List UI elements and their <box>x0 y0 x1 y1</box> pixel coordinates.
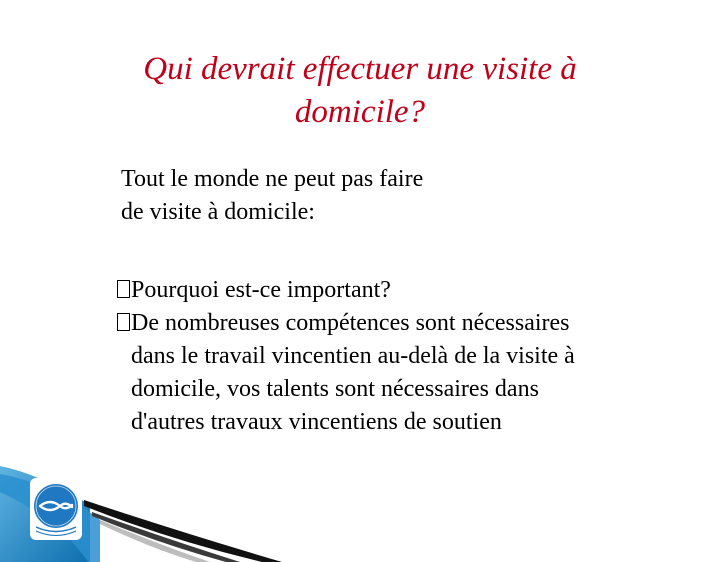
bullet-item <box>117 274 677 307</box>
slide-title-line: Qui devrait effectuer une visite à <box>143 51 577 87</box>
bullet-item <box>117 307 677 439</box>
intro-line: Tout le monde ne peut pas faire <box>121 166 424 192</box>
bullet-line: dans le travail vincentien au-delà de la visite à <box>131 343 575 369</box>
bullet-box-icon <box>117 313 130 331</box>
bullet-line: Pourquoi est-ce important? <box>131 277 391 303</box>
bullet-list <box>117 274 677 439</box>
slide-title-line: domicile? <box>294 94 426 130</box>
slide-title <box>80 48 640 134</box>
bullet-line: d'autres travaux vincentiens de soutien <box>131 409 502 435</box>
intro-line: de visite à domicile: <box>121 199 315 225</box>
bullet-line: domicile, vos talents sont nécessaires dans <box>131 376 539 402</box>
intro-text <box>121 163 601 229</box>
bullet-line: De nombreuses compétences sont nécessaires <box>131 310 570 336</box>
ssvp-logo-icon <box>30 478 82 540</box>
bullet-box-icon <box>117 280 130 298</box>
